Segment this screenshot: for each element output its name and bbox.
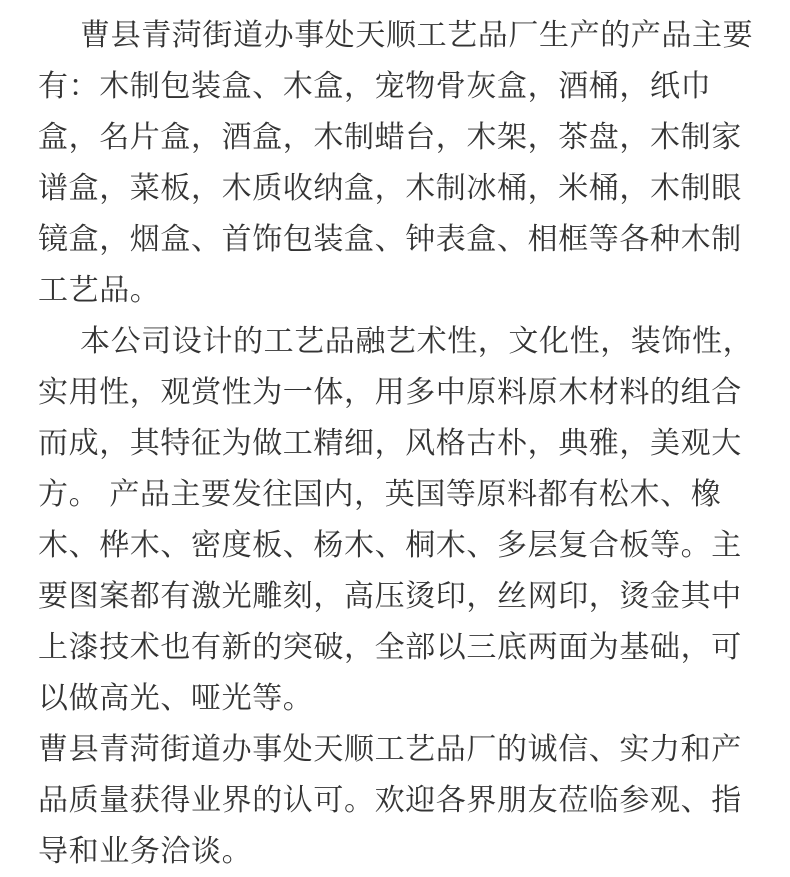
text-line: 镜盒，烟盒、首饰包装盒、钟表盒、相框等各种木制 xyxy=(38,222,742,257)
text-line: 品质量获得业界的认可。欢迎各界朋友莅临参观、指 xyxy=(38,783,742,818)
text-line: 以做高光、哑光等。 xyxy=(38,681,314,716)
text-line: 本公司设计的工艺品融艺术性，文化性，装饰性， xyxy=(80,324,754,359)
text-line: 而成，其特征为做工精细，风格古朴，典雅，美观大 xyxy=(38,426,742,461)
text-line: 工艺品。 xyxy=(38,273,161,308)
text-line: 导和业务洽谈。 xyxy=(38,834,253,869)
paragraph-reputation xyxy=(38,724,756,877)
text-line: 曹县青菏街道办事处天顺工艺品厂生产的产品主要 xyxy=(80,18,754,53)
document-body xyxy=(38,10,756,877)
text-line: 谱盒，菜板，木质收纳盒，木制冰桶，米桶，木制眼 xyxy=(38,171,742,206)
text-line: 盒，名片盒，酒盒，木制蜡台，木架，茶盘，木制家 xyxy=(38,120,742,155)
text-line: 实用性，观赏性为一体，用多中原料原木材料的组合 xyxy=(38,375,742,410)
text-line: 木、桦木、密度板、杨木、桐木、多层复合板等。主 xyxy=(38,528,742,563)
paragraph-products xyxy=(38,10,756,316)
text-line: 方。 产品主要发往国内，英国等原料都有松木、橡 xyxy=(38,477,722,512)
text-line: 有：木制包装盒、木盒，宠物骨灰盒，酒桶，纸巾 xyxy=(38,69,712,104)
text-line: 上漆技术也有新的突破，全部以三底两面为基础，可 xyxy=(38,630,742,665)
text-line: 曹县青菏街道办事处天顺工艺品厂的诚信、实力和产 xyxy=(38,732,742,767)
text-line: 要图案都有激光雕刻，高压烫印，丝网印，烫金其中 xyxy=(38,579,742,614)
paragraph-design xyxy=(38,316,756,724)
